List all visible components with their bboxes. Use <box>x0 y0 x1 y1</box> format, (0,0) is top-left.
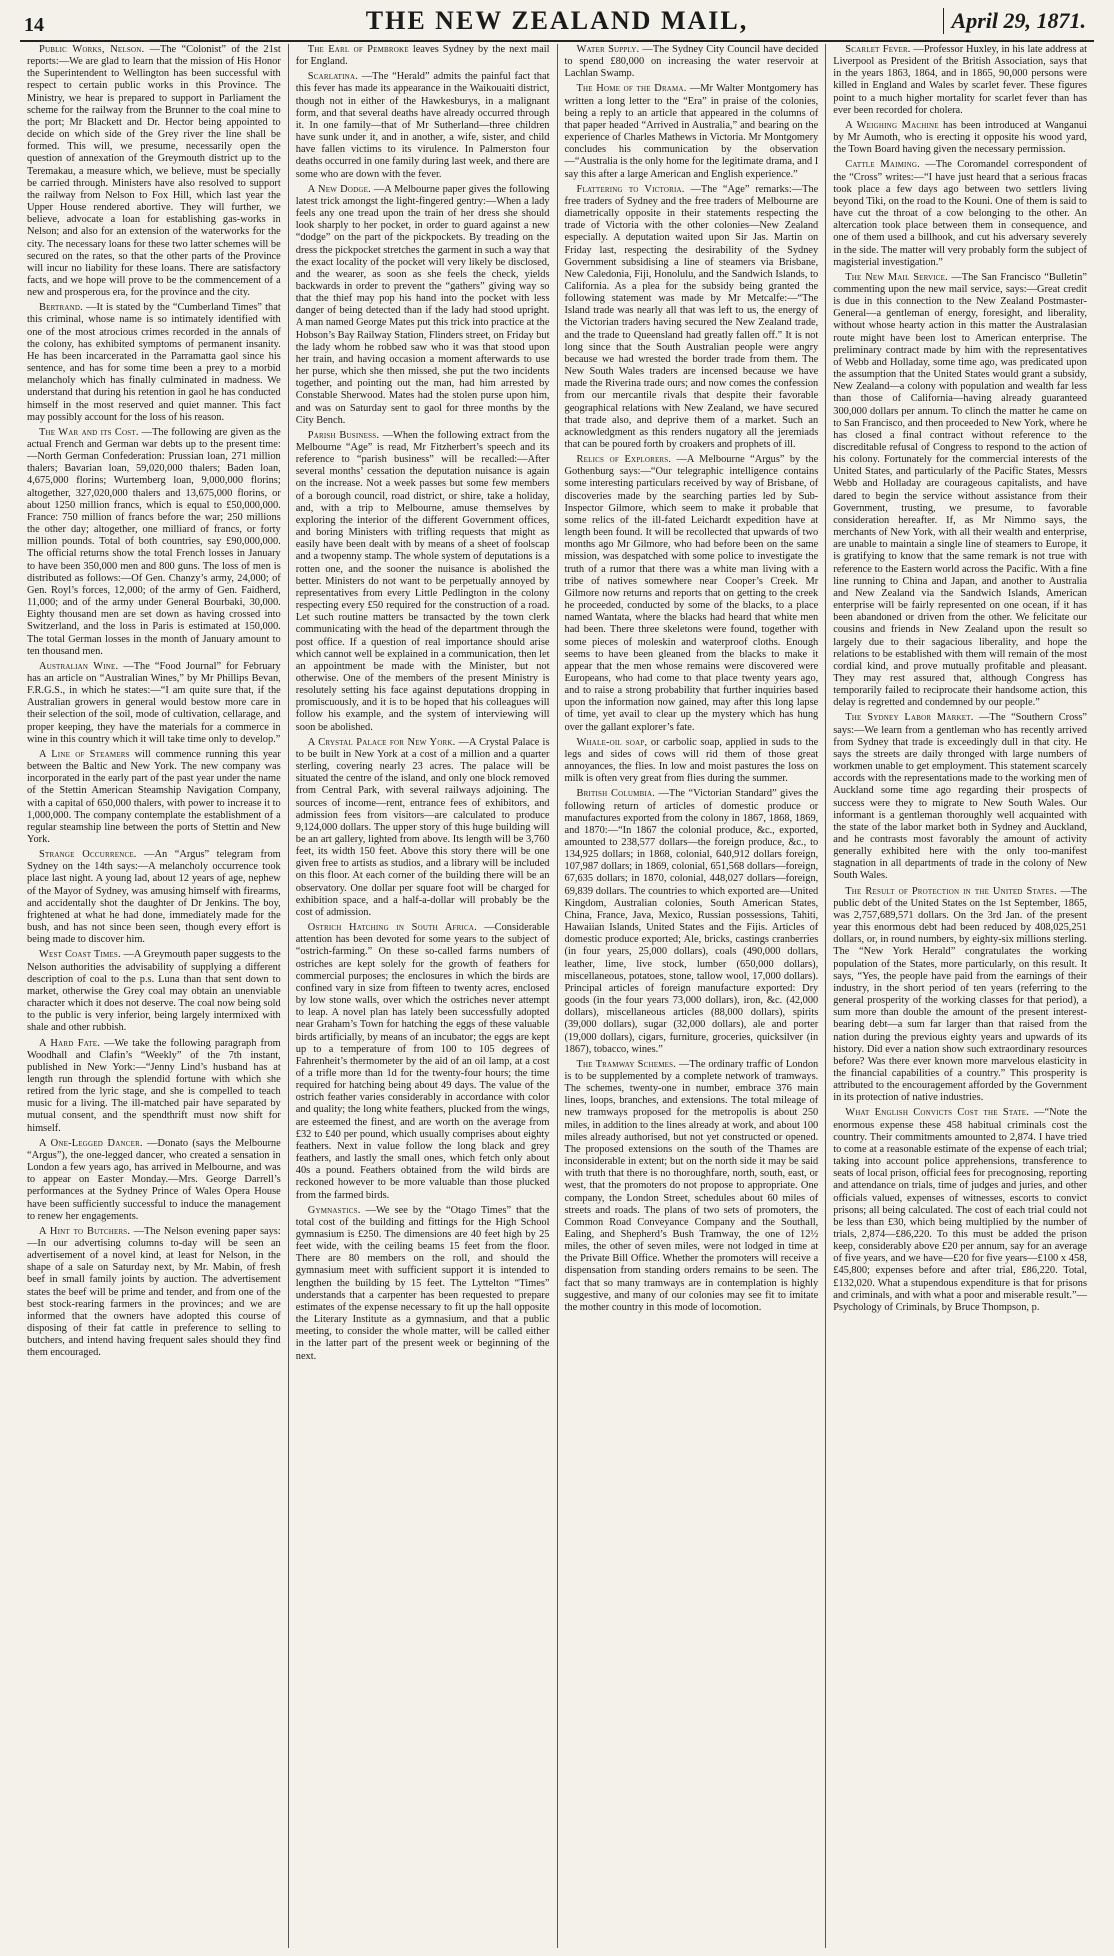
article-body: —When the following extract from the Melbourne “Age” is read, Mr Fitzherbert’s speech and its reference to “parish business” will be recalled:—After several months’ cessation the deputation nuisance is again on the increase. Not a week passes but some few members of a borough council, road district, or shire, take a holiday, and, with a trip to Melbourne, amuse themselves by exploring the interior of the different Government offices, and boring Ministers with trifling requests that might as easily have been dealt with by means of a sheet of foolscap and a twopenny stamp. The whole system of deputations is a rotten one, and the sooner the nuisance is abolished the better. Ministers do not want to be perpetually annoyed by representatives from every Little Pedlington in the colony respecting every £50 required for the construction of a road. Let such routine matters be transacted by the town clerk communicating with the head of the department through the post office. If a question of real importance should arise which cannot well be explained in a communication, then let an appointment be made with the Minister, but not otherwise. One of the members of the present Ministry is resolutely setting his face against deputations dropping in promiscuously, and it is to be hoped that his colleagues will follow his example, and the system of interviewing will soon be abolished. <box>295 429 550 733</box>
article-body: —Professor Huxley, in his late address at Liverpool as President of the British Association, says that in the years 1863, 1864, and in 1865, 90,000 persons were killed in England and Wales by scarlet fever. These figures point to a much higher mortality for scarlet fever than has ever been recorded for cholera. <box>833 44 1087 116</box>
article <box>296 71 550 180</box>
article <box>833 44 1087 117</box>
article <box>296 184 550 427</box>
article <box>565 44 819 80</box>
article <box>833 272 1087 710</box>
article-heading: Bertrand. <box>39 302 83 314</box>
article-heading: Public Works, Nelson. <box>39 44 145 55</box>
article-body: —The “Southern Cross” says:—We learn from a gentleman who has recently arrived from Sydney that trade is exceedingly dull in that city. He says the streets are daily thronged with large numbers of workmen unable to get employment. This statement scarcely accords with the representations made to the working men of Auckland some time ago regarding their prospects of success were they to migrate to New South Wales. Our informant is a gentleman thoroughly well acquainted with the state of the labor market both in Sydney and Auckland, and he contrasts most favorably the amount of activity generally exhibited here with the only too-manifest stagnation in all departments of trade in the colony of New South Wales. <box>833 712 1087 882</box>
article-heading: What English Convicts Cost the State. <box>845 1107 1030 1119</box>
article-body: leaves Sydney by the next mail for England. <box>295 44 550 68</box>
article <box>565 1059 819 1314</box>
article-body: —The “Age” remarks:—The free traders of Sydney and the free traders of Melbourne are diametrically opposite in their statements respecting the trade of Victoria with the other colonies—New Zealand especially. A deputation waited upon Sir Jas. Martin on Friday last, respecting the desirability of the Sydney Government subsidising a line of steamers via Brisbane, New Caledonia, Fiji, Honolulu, and the Sandwich Islands, to California. As a plea for the subsidy being granted the following statement was made by Mr Metcalfe:—“The Island trade was nearly all that was left to us, the energy of the Victorian traders having secured the New Zealand trade, and the trade to Queensland had greatly fallen off.” It is not long since that the South Australian people were angry because we had wrested the border trade from them. The New South Wales traders are incensed because we have made the Riverina trade ours; and now comes the confession from our mercantile rivals that despite their favorable geographical relations with New Zealand, we have secured that trade also, and deprive them of a market. Such an acknowledgment as this renders nugatory all the jeremiads that can be poured forth by croakers and prophets of ill. <box>564 183 819 450</box>
article <box>296 922 550 1202</box>
article <box>296 44 550 68</box>
article-heading: Scarlatina. <box>307 71 358 83</box>
article-heading: Flattering to Victoria. <box>576 183 685 195</box>
article-heading: Scarlet Fever. <box>845 44 911 55</box>
article-body: —The San Francisco “Bulletin” commenting upon the new mail service, says:—Great credit is due in this connection to the New Zealand Postmaster-General—a gentleman of energy, foresight, and liberality, without whose hearty action in this matter the Australasian route might have been lost to American enterprise. The preliminary contract made by him with the representatives of Webb and Holladay, some time ago, was predicated upon the assumption that the United States would grant a subsidy, New Zealand—a colony with population and wealth far less than those of California—having already guaranteed 300,000 dollars per annum. To clinch the matter he came on to San Francisco, and then proceeded to New York, where he has closed a final contract without reference to the discreditable refusal of Congress to respond to the action of his colony. Fortunately for the commercial interests of the United States, and particularly of the Pacific States, Messrs Webb and Holladay are courageous capitalists, and have dared to begin the service without assistance from their Government, trusting, we presume, to favorable consideration hereafter. If, as Mr Nimmo says, the merchants of New York, with all their wealth and enterprise, are unable to maintain a single line of steamers to Europe, it is gratifying to know that the same remark is not true with reference to the Eastern world across the Pacific. With a fine line running to China and Japan, and another to Australia and New Zealand via the Sandwich Islands, American enterprise will be fairly represented on one ocean, if it has been abandoned or driven from the other. We felicitate our cousins and friends in New Zealand upon the result so largely due to their sagacious liberality, and hope the relations to be established with them will remain of the most cordial kind, and prove mutually profitable and pleasant. They may rest assured that, although Congress has temporarily failed to reciprocate their handsome action, this delay is regretted and condemned by our people.” <box>833 271 1087 709</box>
article <box>833 1107 1087 1314</box>
article <box>565 737 819 786</box>
article <box>565 454 819 734</box>
article-heading: A Hint to Butchers. <box>39 1225 131 1237</box>
article-body: —“Note the enormous expense these 458 habitual criminals cost the country. Their commitments amounted to 2,874. I have tried to come at a reasonable estimate of the expense of each trial; taking into account police apprehensions, transference to seats of local prison, official fees for precognosing, reporting and attendance on trials, time of judges and juries, and other officials valued, expenses of witnesses, escorts to convict prisons; all being calculated. The cost of each trial could not be less than £30, which being multiplied by the number of trials, 2,874—£86,220. To this must be added the prison keep, considerably above £20 per annum, say for an average of five years, and we have—£20 for five years—£100 x 458, £45,800; expenses before and after trial, £86,220. Total, £132,020. What a stupendous expenditure is that for prisons and criminals, and with what a poor and miserable result.”—Psychology of Criminals, by Bruce Thompson, p. <box>833 1107 1087 1313</box>
article <box>296 1205 550 1363</box>
columns-container <box>20 44 1094 1948</box>
article <box>27 302 281 424</box>
article-heading: The Earl of Pembroke <box>307 44 409 55</box>
article-heading: The War and its Cost. <box>39 426 139 438</box>
article-body: —The “Food Journal” for February has an article on “Australian Wines,” by Mr Phillips Bevan, F.R.G.S., in which he states:—“I am quite sure that, if the Australian growers in general would bestow more care in their selection of the soil, mode of cultivation, cellarage, and proper keeping, they have the materials for a commerce in wine in this country which it will take time only to develop.” <box>27 660 281 745</box>
article-body: —An “Argus” telegram from Sydney on the 14th says:—A melancholy occurrence took place last night. A young lad, about 12 years of age, nephew of the Mayor of Sydney, was amusing himself with firearms, and accidentally shot the daughter of Dr Jenkins. The boy, frightened at what he had done, immediately made for the bush, and has not since been seen, though every effort is being made to discover him. <box>27 849 281 946</box>
article-body: —The Nelson evening paper says:—In our advertising columns to-day will be seen an advertisement of a novel kind, at least for Nelson, in the shape of a sale on Saturday next, by Mr. Mabin, of fresh beef in small family joints by auction. The advertisement states the beef will be prime and tender, and from one of the best stock-rearing farmers in the provinces; and we are informed that the owners have adopted this course of disposing of their fat cattle in preference to selling to butchers, and intend having frequent sales should they find them encouraged. <box>27 1225 281 1359</box>
article-heading: Gymnastics. <box>307 1204 361 1216</box>
article-body: will commence running this year between the Baltic and New York. The new company was incorporated in the early part of the past year under the name of the Stettin American Steamship Navigation Company, with a capital of 650,000 thalers, with power to increase it to 1,000,000. The company contemplate the establishment of a regular steamship line between the ports of Stettin and New York. <box>27 748 281 845</box>
article-body: —A Greymouth paper suggests to the Nelson authorities the advisability of supplying a different description of coal to the p.s. Luna than that sent down to market, otherwise the Grey coal may obtain an unenviable character which it does not deserve. The coal now being sold to the public is very inferior, being largely intermixed with shale and other rubbish. <box>27 949 281 1034</box>
article-body: —The “Colonist” of the 21st reports:—We are glad to learn that the mission of His Honor the Superintendent to Wellington has been successful with respect to certain public works in this Province. The Ministry, we hear is prepared to support in Parliament the scheme for the railway from the Brunner to the coal mine to the port; Mr Blackett and Dr. Hector being appointed to decide on which side of the Grey river the line shall be formed. This will, we presume, necessarily open the question of annexation of the Greymouth district up to the Teremakau, a measure which, we believe, must be specially be carried through. Ministers have also resolved to support the railway from Nelson to Fox Hill, which last year the Upper House rendered abortive. They will further, we believe, advocate a loan for establishing gas-works in Nelson; and also for an extension of the waterworks for the city. The necessary loans for these two latter schemes will be secured on the rates, so that the other parts of the Province will incur no liability for these loans. There are satisfactory facts, and we hope will prove to be the commencement of a new and prosperous era, for the province and the city. <box>27 44 281 299</box>
article-heading: Water Supply. <box>576 44 640 55</box>
article-heading: British Columbia. <box>576 788 656 800</box>
article <box>296 430 550 734</box>
article-heading: Parish Business. <box>307 429 380 441</box>
article <box>565 788 819 1055</box>
article <box>833 886 1087 1105</box>
article-body: —The public debt of the United States on the 1st September, 1865, was 2,757,689,571 dollars. On the 3rd Jan. of the present year this enormous debt had been reduced by 408,025,251 dollars, or, in round numbers, by eighty-six millions sterling. The “New York Herald” congratulates the working population of the States, more particularly, on this result. It says, “Yes, the people have paid from the earnings of their industry, in the short period of ten years (referring to the general prosperity of the working classes for that period), a sum more than double the amount of the present interest-bearing debt—a sum far larger than that raised from the nation during the previous eighty years and upwards of its history. Did ever a nation show such extraordinary resources before? Was there ever known more marvelous elasticity in the financial capabilities of a country.” This prosperity is attributed to the encouragement afforded by the Government in its protection of native industries. <box>833 885 1087 1104</box>
article <box>833 120 1087 156</box>
article-body: —We take the following paragraph from Woodhall and Clafin’s “Weekly” of the 7th instant, published in New York:—“Jenny Lind’s husband has at length run through the splendid fortune with which she retired from the lyric stage, and she is compelled to teach music for a living. The ill-matched pair have separated by mutual consent, and the spendthrift must now shift for himself. <box>27 1037 281 1134</box>
article-body: —The following are given as the actual French and German war debts up to the present time:—North German Confederation: Prussian loan, 271 million thalers; Bavarian loan, 59,020,000 thalers; Baden loan, 4,675,000 florins; Wurtemberg loan, 9,000,000 florins; altogether, 327,020,000 thalers and 13,675,000 florins, or about 1250 million francs, which is equal to £50,000,000. France: 750 million of francs before the war; 250 millions the other day; altogether, one milliard of francs, or forty million pounds. Total of both countries, say £90,000,000. The official returns show the total French losses in January to have been 350,000 men and 800 guns. The loss of men is distributed as follows:—Of Gen. Chanzy’s army, 24,000; of Gen. Royl’s forces, 12,000; of the army of Gen. Faidherd, 11,000; and of the army under General Bourbaki, 30,000. Eighty thousand men are set down as having crossed into Switzerland, and the loss in Paris is estimated at 150,000. The total German losses in the month of January amount to ten thousand men. <box>27 426 281 657</box>
article-heading: Cattle Maiming. <box>845 159 920 171</box>
article-heading: The Result of Protection in the United States. <box>845 885 1057 897</box>
article-heading: Strange Occurrence. <box>39 849 137 861</box>
article <box>565 184 819 451</box>
article-heading: A New Dodge. <box>307 183 371 195</box>
article <box>27 1226 281 1360</box>
column-4 <box>825 44 1094 1948</box>
article <box>27 661 281 746</box>
column-2 <box>288 44 557 1948</box>
page-number: 14 <box>24 14 44 36</box>
article-heading: The New Mail Service. <box>845 271 948 283</box>
article-heading: A Line of Steamers <box>39 748 130 760</box>
article-heading: A Hard Fate. <box>39 1037 101 1049</box>
article-heading: Australian Wine. <box>39 660 119 672</box>
article-body: —We see by the “Otago Times” that the total cost of the building and fittings for the High School gymnasium is £250. The dimensions are 40 feet high by 25 feet wide, with the ceiling beams 15 feet from the floor. There are 80 members on the roll, and should the gymnasium meet with sufficient support it is intended to lengthen the building by 15 feet. The Lyttelton “Times” understands that a carpenter has been requested to prepare estimates of the expense necessary to fit up the hall opposite the Literary Institute as a gymnasium, and that a public meeting, to consider the whole matter, will be called either in the latter part of the present week or beginning of the next. <box>295 1204 550 1362</box>
article-heading: The Tramway Schemes. <box>576 1058 677 1070</box>
masthead <box>20 0 1094 42</box>
article <box>27 427 281 658</box>
article-body: —It is stated by the “Cumberland Times” that this criminal, whose name is so intimately identified with one of the most atrocious crimes recorded in the annals of the colony, has exhibited symptoms of permanent insanity. He has been incarcerated in the Parramatta gaol since his sentence, and has for some time been a prey to a morbid melancholy which has finally culminated in madness. We understand that during his retention in gaol he has conducted himself in the most reserved and quiet manner. This fact may possibly account for the loss of his reason. <box>27 302 281 423</box>
article-body: has been introduced at Wanganui by Mr Aumoth, who is erecting it opposite his wood yard, the Town Board having given the necessary permission. <box>833 119 1087 156</box>
newspaper-title: THE NEW ZEALAND MAIL, <box>365 6 749 35</box>
column-3 <box>557 44 826 1948</box>
article-heading: Whale-oil soap, <box>576 736 648 748</box>
issue-date: April 29, 1871. <box>943 8 1086 34</box>
article <box>27 44 281 299</box>
article-body: —The “Victorian Standard” gives the following return of articles of domestic produce or manufactures exported from the colony in 1867, 1868, 1869, and 1870:—“In 1867 the colonial produce, &c., exported, amounted to 238,577 dollars—the foreign produce, &c., to 134,925 dollars; in 1868, colonial, 640,912 dollars foreign, 107,987 dollars; in 1869, colonial, 651,568 dollars—foreign, 67,635 dollars; in 1870, colonial, 448,027 dollars—foreign, 69,839 dollars. The countries to which exported are—United Kingdom, Australian colonies, South American States, China, France, Java, Mexico, Russian possessions, Tahiti, Hawaiian Islands, United States and the Fijis. Articles of domestic produce exported; Ale, bricks, castings cranberries (in four years, 25,000 dollars), coals (490,000 dollars, leather, lime, live stock, lumber (650,000 dollars), miscellaneous, potatoes, stone, tallow wool, 17,000 dollars). Principal articles of foreign manufacture exported: Dry goods (in the four years 73,000 dollars), iron, &c. (42,000 dollars), miscellaneous articles (88,000 dollars), spirits (39,000 dollars), sugar (32,000 dollars), ale and porter (19,000 dollars), cigars, furniture, groceries, quicksilver (in 1867), tobacco, wines.” <box>564 788 819 1055</box>
article-heading: A Weighing Machine <box>845 119 939 131</box>
article-body: —Mr Walter Montgomery has written a long letter to the “Era” in praise of the colonies, being a reply to an article that appeared in the columns of that paper headed “Arrived in Australia,” and bearing on the experience of Charles Mathews in Victoria. Mr Montgomery concludes his communication by the observation—“Australia is the only home for the legitimate drama, and I say this after a large American and English experience.” <box>564 83 819 180</box>
article-heading: A One-Legged Dancer. <box>39 1137 143 1149</box>
article <box>565 83 819 180</box>
article-body: —The Sydney City Council have decided to spend £80,000 on increasing the water reservoir at Lachlan Swamp. <box>564 44 819 80</box>
article-body: —A Melbourne paper gives the following latest trick amongst the light-fingered gentry:—When a lady feels any one tread upon the train of her dress she should look sharply to her pocket, in order to guard against a new “dodge” on the part of the pickpockets. By treading on the dress the pickpocket stretches the garment in such a way that the exact locality of the pocket will very likely be disclosed, and the wearer, as soon as she feels the check, yields backwards in order to prevent the “gathers” giving way so that the thief may pop his hand into the pocket with less danger of being detected than if the lady had stood upright. A man named George Mates put this trick into practice at the Hobson’s Bay Railway Station, Flinders street, on Friday but the lady whom he robbed saw who it was that stood upon her train, and having occasion a moment afterwards to use her purse, which she then missed, she put the two incidents together, and pointing out the man, had him arrested by Constable Sherwood. Mates had the stolen purse upon him, and was on Saturday sent to gaol for three months by the City Bench. <box>295 183 550 426</box>
column-1 <box>20 44 288 1948</box>
article-heading: Relics of Explorers. <box>576 454 672 466</box>
article-body: —The ordinary traffic of London is to be supplemented by a complete network of tramways. The schemes, twenty-one in number, embrace 376 main lines, loops, branches, and extensions. The total mileage of new tramways proposed for the metropolis is about 250 miles, in addition to the lines already at work, and about 100 miles already authorised, but not yet constructed or opened. The proposed extensions on the south of the Thames are inconsiderable in extent; but on the north side it may be said with truth that there is no thoroughfare, north, south, east, or west, that the promoters do not propose to appropriate. One company, the London Street, schedules about 60 miles of streets and roads. The plans of two sets of promoters, the Common Road Conveyance Company and the Southall, Ealing, and Shepherd’s Bush Tramway, the one of 12½ miles, the other of seven miles, were not lodged in time at the Private Bill Office. Whether the promoters will receive a dispensation from standing orders remains to be seen. The fact that so many tramways are in contemplation is highly suggestive, and many of our colonies may see fit to imitate the mother country in this mode of locomotion. <box>564 1058 819 1313</box>
article-heading: A Crystal Palace for New York. <box>307 736 456 748</box>
article <box>833 712 1087 882</box>
article <box>296 737 550 919</box>
article-heading: Ostrich Hatching in South Africa. <box>307 922 477 934</box>
article <box>27 1038 281 1135</box>
article-heading: The Home of the Drama. <box>576 83 687 95</box>
article <box>833 159 1087 268</box>
article-body: —Considerable attention has been devoted for some years to the subject of “ostrich-farming.” On these so-called farms numbers of ostriches are kept solely for the growth of feathers for commercial purposes; the enclosures in which the birds are confined vary in size from fifteen to twenty acres, enclosed by low stone walls, over which the ostriches never attempt to leap. A novel plan has lately been successfully adopted near Graham’s Town for hatching the eggs of these valuable birds artificially, by means of an incubator; the eggs are kept up to a temperature of from 100 to 105 degrees of Fahrenheit’s thermometer by the aid of an oil lamp, at a cost of a trifle more than 1d for the twenty-four hours; the time required for hatching being about 49 days. The value of the ostrich feather varies considerably in accordance with color and quality; the long white feathers, plucked from the wings, are esteemed the finest, and are worth on the average from £32 to £40 per pound, which usually comprises about eighty feathers. Next in value follow the long black and grey feathers, and lastly the small ones, which fetch only about 40s a pound. Feathers obtained from the wild birds are reckoned however to be more valuable than those plucked from the farmed birds. <box>295 922 550 1201</box>
article-body: —Donato (says the Melbourne “Argus”), the one-legged dancer, who created a sensation in London a few years ago, has arrived in Melbourne, and was to appear on Easter Monday.—Mrs. George Darrell’s performances at the Sydney Prince of Wales Opera House have been sufficiently successful to induce the management to renew her engagements. <box>27 1137 281 1222</box>
article-body: —A Melbourne “Argus” by the Gothenburg says:—“Our telegraphic intelligence contains some interesting particulars received by way of Brisbane, of discoveries made by the searching parties led by Sub-Inspector Gilmore, which seem to make it probable that some relics of the ill-fated Leichardt expedition have at length been found. It will be recollected that upwards of two months ago Mr Gilmore, who had before been on the same mission, was despatched with some police to investigate the truth of a rumor that there was a white man living with a tribe of natives somewhere near Cooper’s Creek. Mr Gilmore now returns and reports that on getting to the creek he proceeded, conducted by some of the blacks, to a place named Wantata, where the blacks had heard that white men had been. There three skeletons were found, together with some pieces of moleskin and waterproof cloths. Enough seems to have been gleaned from the blacks to make it appear that the men whose remains were discovered were Europeans, who had come to that place twenty years ago, and to raise a strong probability that further inquiries based upon the information now gained, may after this long lapse of time, yet avail to clear up the mystery which has hung over the gallant explorer’s fate. <box>564 454 819 733</box>
article-body: —The “Herald” admits the painful fact that this fever has made its appearance in the Waikouaiti district, though not in either of the Hawkesburys, in a malignant form, and that several deaths have already occurred through it. In one family—that of Mr Sutherland—three children have sunk under it, and in another, a wife, sister, and child have fallen victims to its virulence. In Palmerston four deaths occurred in one family during last week, and there are some who are down with the fever. <box>295 71 550 180</box>
article-heading: The Sydney Labor Market. <box>845 712 974 724</box>
article <box>27 749 281 846</box>
article <box>27 1138 281 1223</box>
article <box>27 849 281 946</box>
article <box>27 949 281 1034</box>
article-body: —The Coromandel correspondent of the “Cross” writes:—“I have just heard that a serious fracas took place a few days ago between two settlers living beyond Tiki, on the road to the Kouni. One of them is said to have cut the throat of a cow belonging to the other. An altercation took place between them in consequence, and one of them used a billhook, and cut his adversary severely in the side. The matter will very probably form the subject of magisterial investigation.” <box>833 159 1087 268</box>
article-body: —A Crystal Palace is to be built in New York at a cost of a million and a quarter sterling, covering nearly 23 acres. The palace will be situated the centre of the island, and only one block removed from Central Park, with several railways adjoining. The sources of income—rent, entrance fees of exhibitors, and admission fees from visitors—are calculated to produce 9,124,000 dollars. The upper story of this huge building will be an art gallery, lighted from above. Its length will be 3,760 feet, its width 150 feet. Above this story there will be one given free to artists as studios, and a library will be included on this floor. At each corner of the building there will be an observatory. One dollar per square foot will be charged for exhibition space, and a half-a-dollar will probably be the cost of admission. <box>295 736 550 918</box>
article-heading: West Coast Times. <box>39 949 121 961</box>
article-body: or carbolic soap, applied in suds to the legs and sides of cows will rid them of those great annoyances, the flies. In low and moist pastures the loss on milk is often very great from flies during the summer. <box>564 736 819 785</box>
